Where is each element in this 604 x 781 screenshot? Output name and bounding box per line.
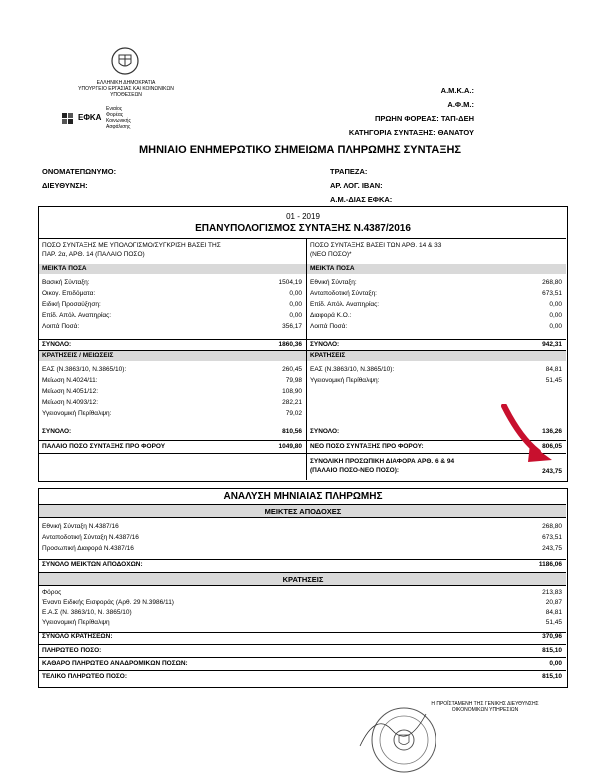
final-value: 815,10 [542, 673, 562, 680]
diff-label-line: (ΠΑΛΑΙΟ ΠΟΣΟ-ΝΕΟ ΠΟΣΟ): [310, 467, 400, 474]
diff-label [310, 457, 454, 475]
left-gross-row-value: 0,00 [289, 301, 302, 308]
diff-label-line: ΣΥΝΟΛΙΚΗ ΠΡΟΣΩΠΙΚΗ ΔΙΑΦΟΡΑ ΑΡΘ. 6 & 94 [310, 458, 455, 465]
analysis-gross-row [42, 545, 562, 552]
left-gross-row-value: 356,17 [282, 323, 302, 330]
right-gross-row-label: Επίδ. Απόλ. Αναπηρίας: [310, 301, 380, 308]
left-ded-row-value: 282,21 [282, 399, 302, 406]
ded-total-label: ΣΥΝΟΛΟ ΚΡΑΤΗΣΕΩΝ: [42, 633, 113, 640]
gross-header: ΜΕΙΚΤΕΣ ΑΠΟΔΟΧΕΣ [264, 507, 342, 516]
left-ded-row-label: Μείωση Ν.4093/12: [42, 399, 99, 406]
right-gross-row-value: 268,80 [542, 279, 562, 286]
right-gross-row [310, 312, 562, 319]
coat-of-arms-icon [110, 46, 140, 76]
new-net-label: ΝΕΟ ΠΟΣΟ ΣΥΝΤΑΞΗΣ ΠΡΟ ΦΟΡΟΥ: [310, 443, 424, 450]
signature-line: ΟΙΚΟΝΟΜΙΚΩΝ ΥΠΗΡΕΣΙΩΝ [451, 707, 519, 713]
left-ded-total-value: 810,56 [282, 428, 302, 435]
analysis-ded-row [42, 609, 562, 616]
new-net-value: 806,05 [542, 443, 562, 450]
left-gross-total-value: 1860,36 [278, 341, 302, 348]
right-gross-row-label: Διαφορά Κ.Ο.: [310, 312, 352, 319]
left-gross-row [42, 323, 302, 330]
red-arrow-icon [498, 404, 556, 464]
left-ded-label: ΚΡΑΤΗΣΕΙΣ / ΜΕΙΩΣΕΙΣ [42, 352, 114, 359]
left-ded-total-label: ΣΥΝΟΛΟ: [42, 428, 72, 435]
retro-label: ΚΑΘΑΡΟ ΠΛΗΡΩΤΕΟ ΑΝΑΔΡΟΜΙΚΩΝ ΠΟΣΩΝ: [42, 660, 188, 667]
analysis-ded-row-value: 84,81 [545, 609, 562, 616]
left-ded-row [42, 388, 302, 395]
address-field: ΔΙΕΥΘΥΝΣΗ: [42, 181, 88, 190]
bank-field: ΤΡΑΠΕΖΑ: [330, 167, 368, 176]
analysis-ded-row [42, 619, 562, 626]
right-ded-row-value: 84,81 [545, 366, 562, 373]
left-col-header [42, 241, 302, 259]
left-ded-row-value: 108,90 [282, 388, 302, 395]
left-ded-row-value: 260,45 [282, 366, 302, 373]
analysis-ded-row-label: Έναντι Ειδικής Εισφοράς (Αρθ. 29 Ν.3986/11) [42, 599, 174, 606]
name-field: ΟΝΟΜΑΤΕΠΩΝΥΜΟ: [42, 167, 117, 176]
left-ded-total [42, 428, 302, 435]
analysis-gross-row-value: 673,51 [542, 534, 562, 541]
analysis-title: ΑΝΑΛΥΣΗ ΜΗΝΙΑΙΑΣ ΠΛΗΡΩΜΗΣ [223, 491, 383, 502]
ministry-heading [70, 80, 182, 98]
efka-sub-line: Κοινωνικής [106, 118, 131, 124]
right-ded-total-label: ΣΥΝΟΛΟ: [310, 428, 340, 435]
left-gross-row-label: Οικογ. Επιδόματα: [42, 290, 96, 297]
official-stamp-icon [356, 700, 436, 776]
iban-field: ΑΡ. ΛΟΓ. IBAN: [330, 181, 383, 190]
analysis-ded-row-label: Φόρος [42, 589, 62, 596]
right-ded-row [310, 377, 562, 384]
efka-sub-line: Φορέας [106, 112, 124, 118]
right-gross-row [310, 323, 562, 330]
amka-label: Α.Μ.Κ.Α.: [440, 86, 474, 95]
left-header-line: ΠΑΡ. 2α, ΑΡΘ. 14 (ΠΑΛΑΙΟ ΠΟΣΟ) [42, 251, 145, 258]
left-gross-row-label: Λοιπά Ποσά: [42, 323, 80, 330]
final-label: ΤΕΛΙΚΟ ΠΛΗΡΩΤΕΟ ΠΟΣΟ: [42, 673, 128, 680]
right-gross-row-value: 673,51 [542, 290, 562, 297]
right-gross-total-value: 942,31 [542, 341, 562, 348]
efka-name: ΕΦΚΑ [78, 113, 102, 122]
left-ded-row-value: 79,02 [285, 410, 302, 417]
right-gross-total [310, 341, 562, 348]
right-header-line: (ΝΕΟ ΠΟΣΟ)* [310, 251, 352, 258]
analysis-ded-row [42, 589, 562, 596]
old-net-value: 1049,80 [278, 443, 302, 450]
analysis-gross-row-value: 243,75 [542, 545, 562, 552]
payable-value: 815,10 [542, 647, 562, 654]
gross-total-label: ΣΥΝΟΛΟ ΜΕΙΚΤΩΝ ΑΠΟΔΟΧΩΝ: [42, 561, 143, 568]
left-gross-row [42, 279, 302, 286]
analysis-gross-row-label: Εθνική Σύνταξη Ν.4387/16 [42, 523, 119, 530]
right-gross-row [310, 279, 562, 286]
page-title: ΜΗΝΙΑΙΟ ΕΝΗΜΕΡΩΤΙΚΟ ΣΗΜΕΙΩΜΑ ΠΛΗΡΩΜΗΣ ΣΥΝΤΑΞΗΣ [138, 144, 461, 156]
right-header-line: ΠΟΣΟ ΣΥΝΤΑΞΗΣ ΒΑΣΕΙ ΤΩΝ ΑΡΘ. 14 & 33 [310, 242, 442, 249]
right-ded-label: ΚΡΑΤΗΣΕΙΣ [310, 352, 346, 359]
analysis-gross-row-label: Ανταποδοτική Σύνταξη Ν.4387/16 [42, 534, 139, 541]
old-net-label: ΠΑΛΑΙΟ ΠΟΣΟ ΣΥΝΤΑΞΗΣ ΠΡΟ ΦΟΡΟΥ [42, 443, 166, 450]
efka-subtitle [106, 106, 131, 130]
left-ded-row [42, 399, 302, 406]
left-gross-row [42, 290, 302, 297]
signature-line: Η ΠΡΟΪΣΤΑΜΕΝΗ ΤΗΣ ΓΕΝΙΚΗΣ ΔΙΕΥΘΥΝΣΗΣ [431, 701, 539, 707]
header-right [330, 84, 474, 140]
left-ded-row [42, 366, 302, 373]
payable-label: ΠΛΗΡΩΤΕΟ ΠΟΣΟ: [42, 647, 102, 654]
analysis-ded-row-label: Ε.Α.Σ (Ν. 3863/10, Ν. 3865/10) [42, 609, 132, 616]
left-ded-row-label: Υγειονομική Περίθαλψη: [42, 410, 112, 417]
left-header-line: ΠΟΣΟ ΣΥΝΤΑΞΗΣ ΜΕ ΥΠΟΛΟΓΙΣΜΟ/ΣΥΓΚΡΙΣΗ ΒΑΣΕΙ ΤΗΣ [42, 242, 221, 249]
gross-total-value: 1186,06 [538, 561, 562, 568]
analysis-box [38, 488, 568, 688]
analysis-gross-row [42, 534, 562, 541]
ministry-line: ΥΠΟΥΡΓΕΙΟ ΕΡΓΑΣΙΑΣ ΚΑΙ ΚΟΙΝΩΝΙΚΩΝ [78, 86, 174, 92]
left-gross-row-value: 1504,19 [278, 279, 302, 286]
right-ded-row-value: 51,45 [545, 377, 562, 384]
efka-logo-icon [62, 112, 76, 124]
am-efka-field: Α.Μ.-ΔΙΑΣ ΕΦΚΑ: [330, 195, 393, 204]
right-gross-row-label: Ανταποδοτική Σύνταξη: [310, 290, 377, 297]
left-gross-total [42, 341, 302, 348]
analysis-gross-row [42, 523, 562, 530]
left-ded-row-value: 79,98 [285, 377, 302, 384]
prior-body-label: ΠΡΩΗΝ ΦΟΡΕΑΣ: ΤΑΠ-ΔΕΗ [374, 114, 474, 123]
left-gross-label: ΜΕΙΚΤΑ ΠΟΣΑ [42, 265, 87, 272]
right-ded-total-value: 136,26 [542, 428, 562, 435]
efka-sub-line: Ενιαίος [106, 106, 123, 112]
left-gross-row-label: Βασική Σύνταξη: [42, 279, 90, 286]
left-gross-row [42, 301, 302, 308]
right-gross-row [310, 290, 562, 297]
analysis-ded-row-label: Υγειονομική Περίθαλψη [42, 619, 110, 626]
analysis-gross-row-value: 268,80 [542, 523, 562, 530]
analysis-ded-row-value: 20,87 [545, 599, 562, 606]
left-gross-row-label: Επίδ. Απόλ. Αναπηρίας: [42, 312, 112, 319]
left-gross-row-value: 0,00 [289, 312, 302, 319]
left-ded-row [42, 377, 302, 384]
category-label: ΚΑΤΗΓΟΡΙΑ ΣΥΝΤΑΞΗΣ: ΘΑΝΑΤΟΥ [348, 128, 474, 137]
afm-label: Α.Φ.Μ.: [447, 100, 474, 109]
period: 01 - 2019 [286, 212, 320, 221]
ministry-line: ΥΠΟΘΕΣΕΩΝ [110, 92, 142, 98]
retro-value: 0,00 [549, 660, 562, 667]
analysis-ded-row-value: 51,45 [545, 619, 562, 626]
right-gross-row-label: Λοιπά Ποσά: [310, 323, 348, 330]
left-ded-row-label: Μείωση Ν.4051/12: [42, 388, 99, 395]
right-gross-row [310, 301, 562, 308]
right-ded-row [310, 366, 562, 373]
right-gross-row-value: 0,00 [549, 323, 562, 330]
left-gross-row-label: Ειδική Προσαύξηση: [42, 301, 101, 308]
diff-value: 243,75 [542, 468, 562, 475]
analysis-ded-row [42, 599, 562, 606]
right-ded-row-label: ΕΑΣ (Ν.3863/10, Ν.3865/10): [310, 366, 395, 373]
left-ded-row [42, 410, 302, 417]
efka-sub-line: Ασφάλισης [106, 124, 131, 130]
right-gross-row-value: 0,00 [549, 301, 562, 308]
analysis-ded-row-value: 213,83 [542, 589, 562, 596]
recalc-title: ΕΠΑΝΥΠΟΛΟΓΙΣΜΟΣ ΣΥΝΤΑΞΗΣ Ν.4387/2016 [195, 223, 411, 234]
analysis-gross-row-label: Προσωπική Διαφορά Ν.4387/16 [42, 545, 134, 552]
left-ded-row-label: Μείωση Ν.4024/11: [42, 377, 98, 384]
ministry-line: ΕΛΛΗΝΙΚΗ ΔΗΜΟΚΡΑΤΙΑ [96, 80, 156, 86]
right-gross-row-label: Εθνική Σύνταξη: [310, 279, 357, 286]
right-gross-row-value: 0,00 [549, 312, 562, 319]
right-gross-total-label: ΣΥΝΟΛΟ: [310, 341, 340, 348]
right-gross-label: ΜΕΙΚΤΑ ΠΟΣΑ [310, 265, 355, 272]
right-ded-row-label: Υγειονομική Περίθαλψη: [310, 377, 380, 384]
ded-total-value: 370,96 [542, 633, 562, 640]
ded-header: ΚΡΑΤΗΣΕΙΣ [282, 575, 324, 584]
left-gross-row-value: 0,00 [289, 290, 302, 297]
left-gross-row [42, 312, 302, 319]
left-ded-row-label: ΕΑΣ (Ν.3863/10, Ν.3865/10): [42, 366, 127, 373]
right-col-header [310, 241, 560, 259]
left-gross-total-label: ΣΥΝΟΛΟ: [42, 341, 72, 348]
